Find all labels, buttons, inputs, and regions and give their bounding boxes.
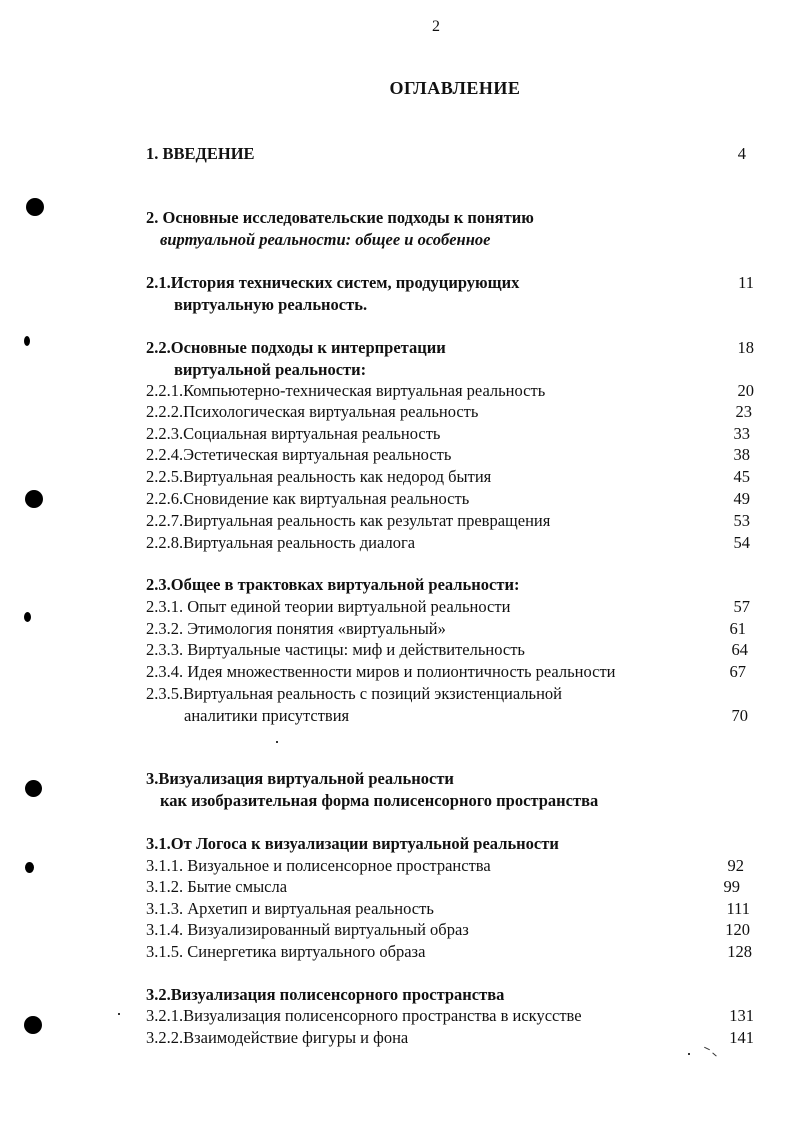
page-title: ОГЛАВЛЕНИЕ <box>389 78 521 98</box>
toc-item: 2.2.3.Социальная виртуальная реальность <box>146 424 441 443</box>
toc-item: 3.1.3. Архетип и виртуальная реальность <box>146 899 434 918</box>
toc-page-number: 20 <box>737 381 754 400</box>
toc-page-number: 128 <box>727 942 752 961</box>
toc-page-number: 70 <box>731 706 748 725</box>
toc-page-number: 64 <box>731 640 748 659</box>
toc-chapter-title-line1: 2. Основные исследовательские подходы к понятию <box>146 208 534 227</box>
toc-item: 3.1.1. Визуальное и полисенсорное пространства <box>146 856 491 875</box>
toc-item: 2.3.5.Виртуальная реальность с позиций экзистенциальной <box>146 684 562 703</box>
toc-page-number: 11 <box>738 273 754 292</box>
toc-page-number: 18 <box>737 338 754 357</box>
toc-page-number: 131 <box>729 1006 754 1025</box>
page-number: 2 <box>432 18 440 35</box>
toc-page-number: 45 <box>733 467 750 486</box>
toc-page-number: 23 <box>735 402 752 421</box>
toc-page-number: 38 <box>733 445 750 464</box>
toc-page-number: 99 <box>723 877 740 896</box>
toc-chapter-title-line2: как изобразительная форма полисенсорного пространства <box>160 791 599 810</box>
punch-hole <box>24 1016 42 1034</box>
toc-page-number: 120 <box>725 920 750 939</box>
toc-chapter-title: 1. ВВЕДЕНИЕ <box>146 144 255 163</box>
toc-page-number: 49 <box>733 489 750 508</box>
toc-item: 3.2.2.Взаимодействие фигуры и фона <box>146 1028 409 1047</box>
scan-speck <box>712 1053 716 1057</box>
scan-speck <box>118 1013 120 1015</box>
toc-section-title: 2.3.Общее в трактовках виртуальной реальности: <box>146 575 520 594</box>
punch-hole <box>24 336 30 346</box>
toc-page-number: 141 <box>729 1028 754 1047</box>
toc-page-number: 57 <box>733 597 750 616</box>
toc-page-number: 4 <box>737 144 746 163</box>
toc-item: 2.3.2. Этимология понятия «виртуальный» <box>146 619 446 638</box>
toc-item: 2.2.5.Виртуальная реальность как недород бытия <box>146 467 492 486</box>
punch-hole <box>25 862 34 873</box>
punch-hole <box>24 612 31 622</box>
toc-page-number: 61 <box>729 619 746 638</box>
toc-item: 2.2.1.Компьютерно-техническая виртуальная реальность <box>146 381 546 400</box>
toc-section-title: 2.2.Основные подходы к интерпретации <box>146 338 446 357</box>
punch-hole <box>25 780 42 797</box>
toc-item: 3.1.2. Бытие смысла <box>146 877 288 896</box>
toc-page-number: 33 <box>733 424 750 443</box>
scan-speck <box>688 1053 690 1055</box>
toc-page-number: 92 <box>727 856 744 875</box>
toc-chapter-title-line2: виртуальной реальности: общее и особенное <box>160 230 491 249</box>
toc-item: 3.1.5. Синергетика виртуального образа <box>146 942 426 961</box>
toc-chapter-title <box>146 208 534 228</box>
toc-item: 2.2.2.Психологическая виртуальная реальность <box>146 402 479 421</box>
toc-item: 2.3.3. Виртуальные частицы: миф и действительность <box>146 640 525 659</box>
toc-item: 2.3.4. Идея множественности миров и полионтичность реальности <box>146 662 616 681</box>
toc-section-title: 2.1.История технических систем, продуцирующих <box>146 273 520 292</box>
toc-item: 3.2.1.Визуализация полисенсорного пространства в искусстве <box>146 1006 582 1025</box>
scan-speck <box>276 741 278 743</box>
toc-item: 3.1.4. Визуализированный виртуальный образ <box>146 920 469 939</box>
toc-section-title: 3.1.От Логоса к визуализации виртуальной реальности <box>146 834 559 853</box>
toc-page-number: 67 <box>729 662 746 681</box>
toc-page-number: 54 <box>733 533 750 552</box>
toc-item: 2.2.4.Эстетическая виртуальная реальность <box>146 445 452 464</box>
toc-section-title-line2: виртуальной реальности: <box>174 360 367 379</box>
toc-item: 2.2.7.Виртуальная реальность как результат превращения <box>146 511 551 530</box>
toc-item: 2.2.8.Виртуальная реальность диалога <box>146 533 416 552</box>
toc-page-number: 111 <box>726 899 750 918</box>
toc-section-title-line2: виртуальную реальность. <box>174 295 368 314</box>
toc-item: 2.3.1. Опыт единой теории виртуальной реальности <box>146 597 511 616</box>
toc-item: 2.2.6.Сновидение как виртуальная реальность <box>146 489 470 508</box>
toc-chapter-title: 3.Визуализация виртуальной реальности <box>146 769 454 788</box>
toc-item-line2: аналитики присутствия <box>184 706 350 725</box>
punch-hole <box>26 198 44 216</box>
toc-page-number: 53 <box>733 511 750 530</box>
toc-section-title: 3.2.Визуализация полисенсорного пространства <box>146 985 505 1004</box>
punch-hole <box>25 490 43 508</box>
